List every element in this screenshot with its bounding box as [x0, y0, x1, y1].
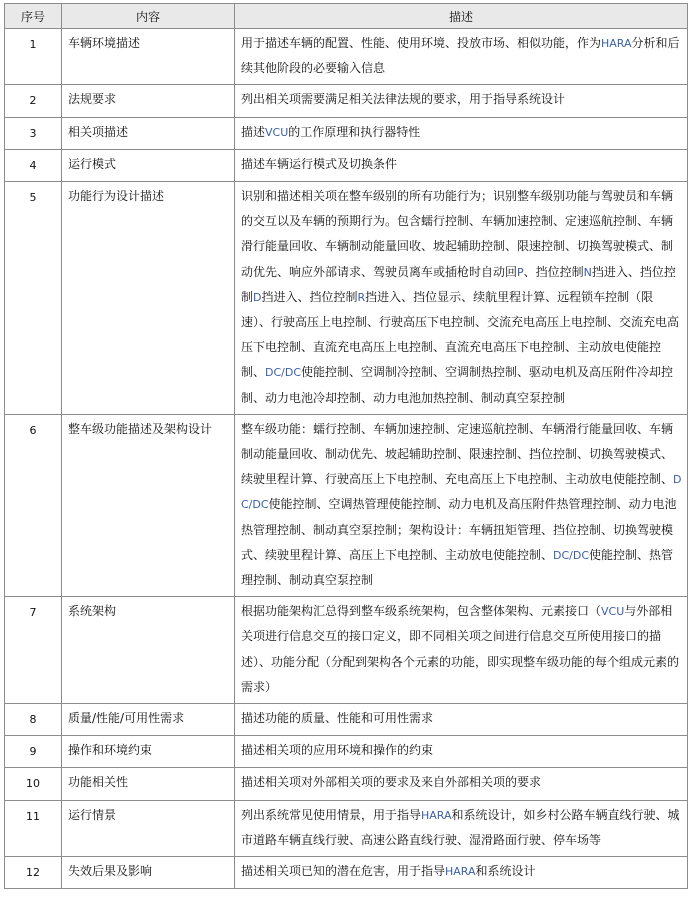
- table-row: [5, 768, 688, 800]
- cell-no: 1: [5, 29, 62, 85]
- table-row: [5, 597, 688, 704]
- header-description: 描述: [235, 4, 688, 29]
- cell-content: 系统架构: [62, 597, 235, 704]
- table-row: [5, 800, 688, 856]
- item-definition-table: [4, 3, 688, 889]
- cell-description: 整车级功能：蠕行控制、车辆加速控制、定速巡航控制、车辆滑行能量回收、车辆制动能量回收、制动优先、坡起辅助控制、限速控制、挡位控制、切换驾驶模式、续驶里程计算、行驶高压上下电控制、充电高压上下电控制、主动放电使能控制、DC/DC使能控制、空调热管理使能控制、动力电机及高压附件热管理控制、动力电池热管理控制、制动真空泵控制；架构设计：车辆扭矩管理、挡位控制、切换驾驶模式、续驶里程计算、高压上下电控制、主动放电使能控制、DC/DC使能控制、热管理控制、制动真空泵控制: [235, 414, 688, 596]
- cell-no: 3: [5, 117, 62, 149]
- table-row: [5, 85, 688, 117]
- cell-no: 9: [5, 736, 62, 768]
- cell-description: 列出相关项需要满足相关法律法规的要求，用于指导系统设计: [235, 85, 688, 117]
- cell-description: 根据功能架构汇总得到整车级系统架构，包含整体架构、元素接口（VCU与外部相关项进行信息交互的接口定义，即不同相关项之间进行信息交互所使用接口的描述）、功能分配（分配到架构各个元素的功能，即实现整车级功能的每个组成元素的需求）: [235, 597, 688, 704]
- table-row: [5, 704, 688, 736]
- cell-content: 功能相关性: [62, 768, 235, 800]
- cell-no: 6: [5, 414, 62, 596]
- table-row: [5, 736, 688, 768]
- table-header-row: [5, 4, 688, 29]
- cell-content: 功能行为设计描述: [62, 182, 235, 415]
- cell-no: 12: [5, 857, 62, 889]
- table-row: [5, 857, 688, 889]
- table-row: [5, 414, 688, 596]
- cell-no: 8: [5, 704, 62, 736]
- cell-no: 5: [5, 182, 62, 415]
- cell-no: 7: [5, 597, 62, 704]
- cell-description: 描述相关项的应用环境和操作的约束: [235, 736, 688, 768]
- header-no: 序号: [5, 4, 62, 29]
- cell-no: 11: [5, 800, 62, 856]
- cell-content: 运行情景: [62, 800, 235, 856]
- cell-content: 操作和环境约束: [62, 736, 235, 768]
- cell-content: 运行模式: [62, 149, 235, 181]
- table-body: [5, 29, 688, 889]
- table-row: [5, 29, 688, 85]
- cell-no: 4: [5, 149, 62, 181]
- cell-description: 识别和描述相关项在整车级别的所有功能行为；识别整车级别功能与驾驶员和车辆的交互以及车辆的预期行为。包含蠕行控制、车辆加速控制、定速巡航控制、车辆滑行能量回收、车辆制动能量回收、坡起辅助控制、限速控制、切换驾驶模式、制动优先、响应外部请求、驾驶员离车或插枪时自动回P、挡位控制N挡进入、挡位控制D挡进入、挡位控制R挡进入、挡位显示、续航里程计算、远程锁车控制（限速）、行驶高压上电控制、行驶高压下电控制、交流充电高压上电控制、交流充电高压下电控制、直流充电高压上电控制、直流充电高压下电控制、主动放电使能控制、DC/DC使能控制、空调制冷控制、空调制热控制、驱动电机及高压附件冷却控制、动力电池冷却控制、动力电池加热控制、制动真空泵控制: [235, 182, 688, 415]
- cell-description: 列出系统常见使用情景，用于指导HARA和系统设计，如乡村公路车辆直线行驶、城市道路车辆直线行驶、高速公路直线行驶、湿滑路面行驶、停车场等: [235, 800, 688, 856]
- cell-description: 用于描述车辆的配置、性能、使用环境、投放市场、相似功能，作为HARA分析和后续其他阶段的必要输入信息: [235, 29, 688, 85]
- table-row: [5, 117, 688, 149]
- table-row: [5, 182, 688, 415]
- table-row: [5, 149, 688, 181]
- cell-no: 10: [5, 768, 62, 800]
- cell-content: 失效后果及影响: [62, 857, 235, 889]
- cell-description: 描述相关项已知的潜在危害，用于指导HARA和系统设计: [235, 857, 688, 889]
- cell-content: 相关项描述: [62, 117, 235, 149]
- cell-description: 描述VCU的工作原理和执行器特性: [235, 117, 688, 149]
- cell-content: 法规要求: [62, 85, 235, 117]
- cell-no: 2: [5, 85, 62, 117]
- cell-content: 车辆环境描述: [62, 29, 235, 85]
- cell-content: 质量/性能/可用性需求: [62, 704, 235, 736]
- cell-description: 描述功能的质量、性能和可用性需求: [235, 704, 688, 736]
- header-content: 内容: [62, 4, 235, 29]
- cell-content: 整车级功能描述及架构设计: [62, 414, 235, 596]
- cell-description: 描述车辆运行模式及切换条件: [235, 149, 688, 181]
- cell-description: 描述相关项对外部相关项的要求及来自外部相关项的要求: [235, 768, 688, 800]
